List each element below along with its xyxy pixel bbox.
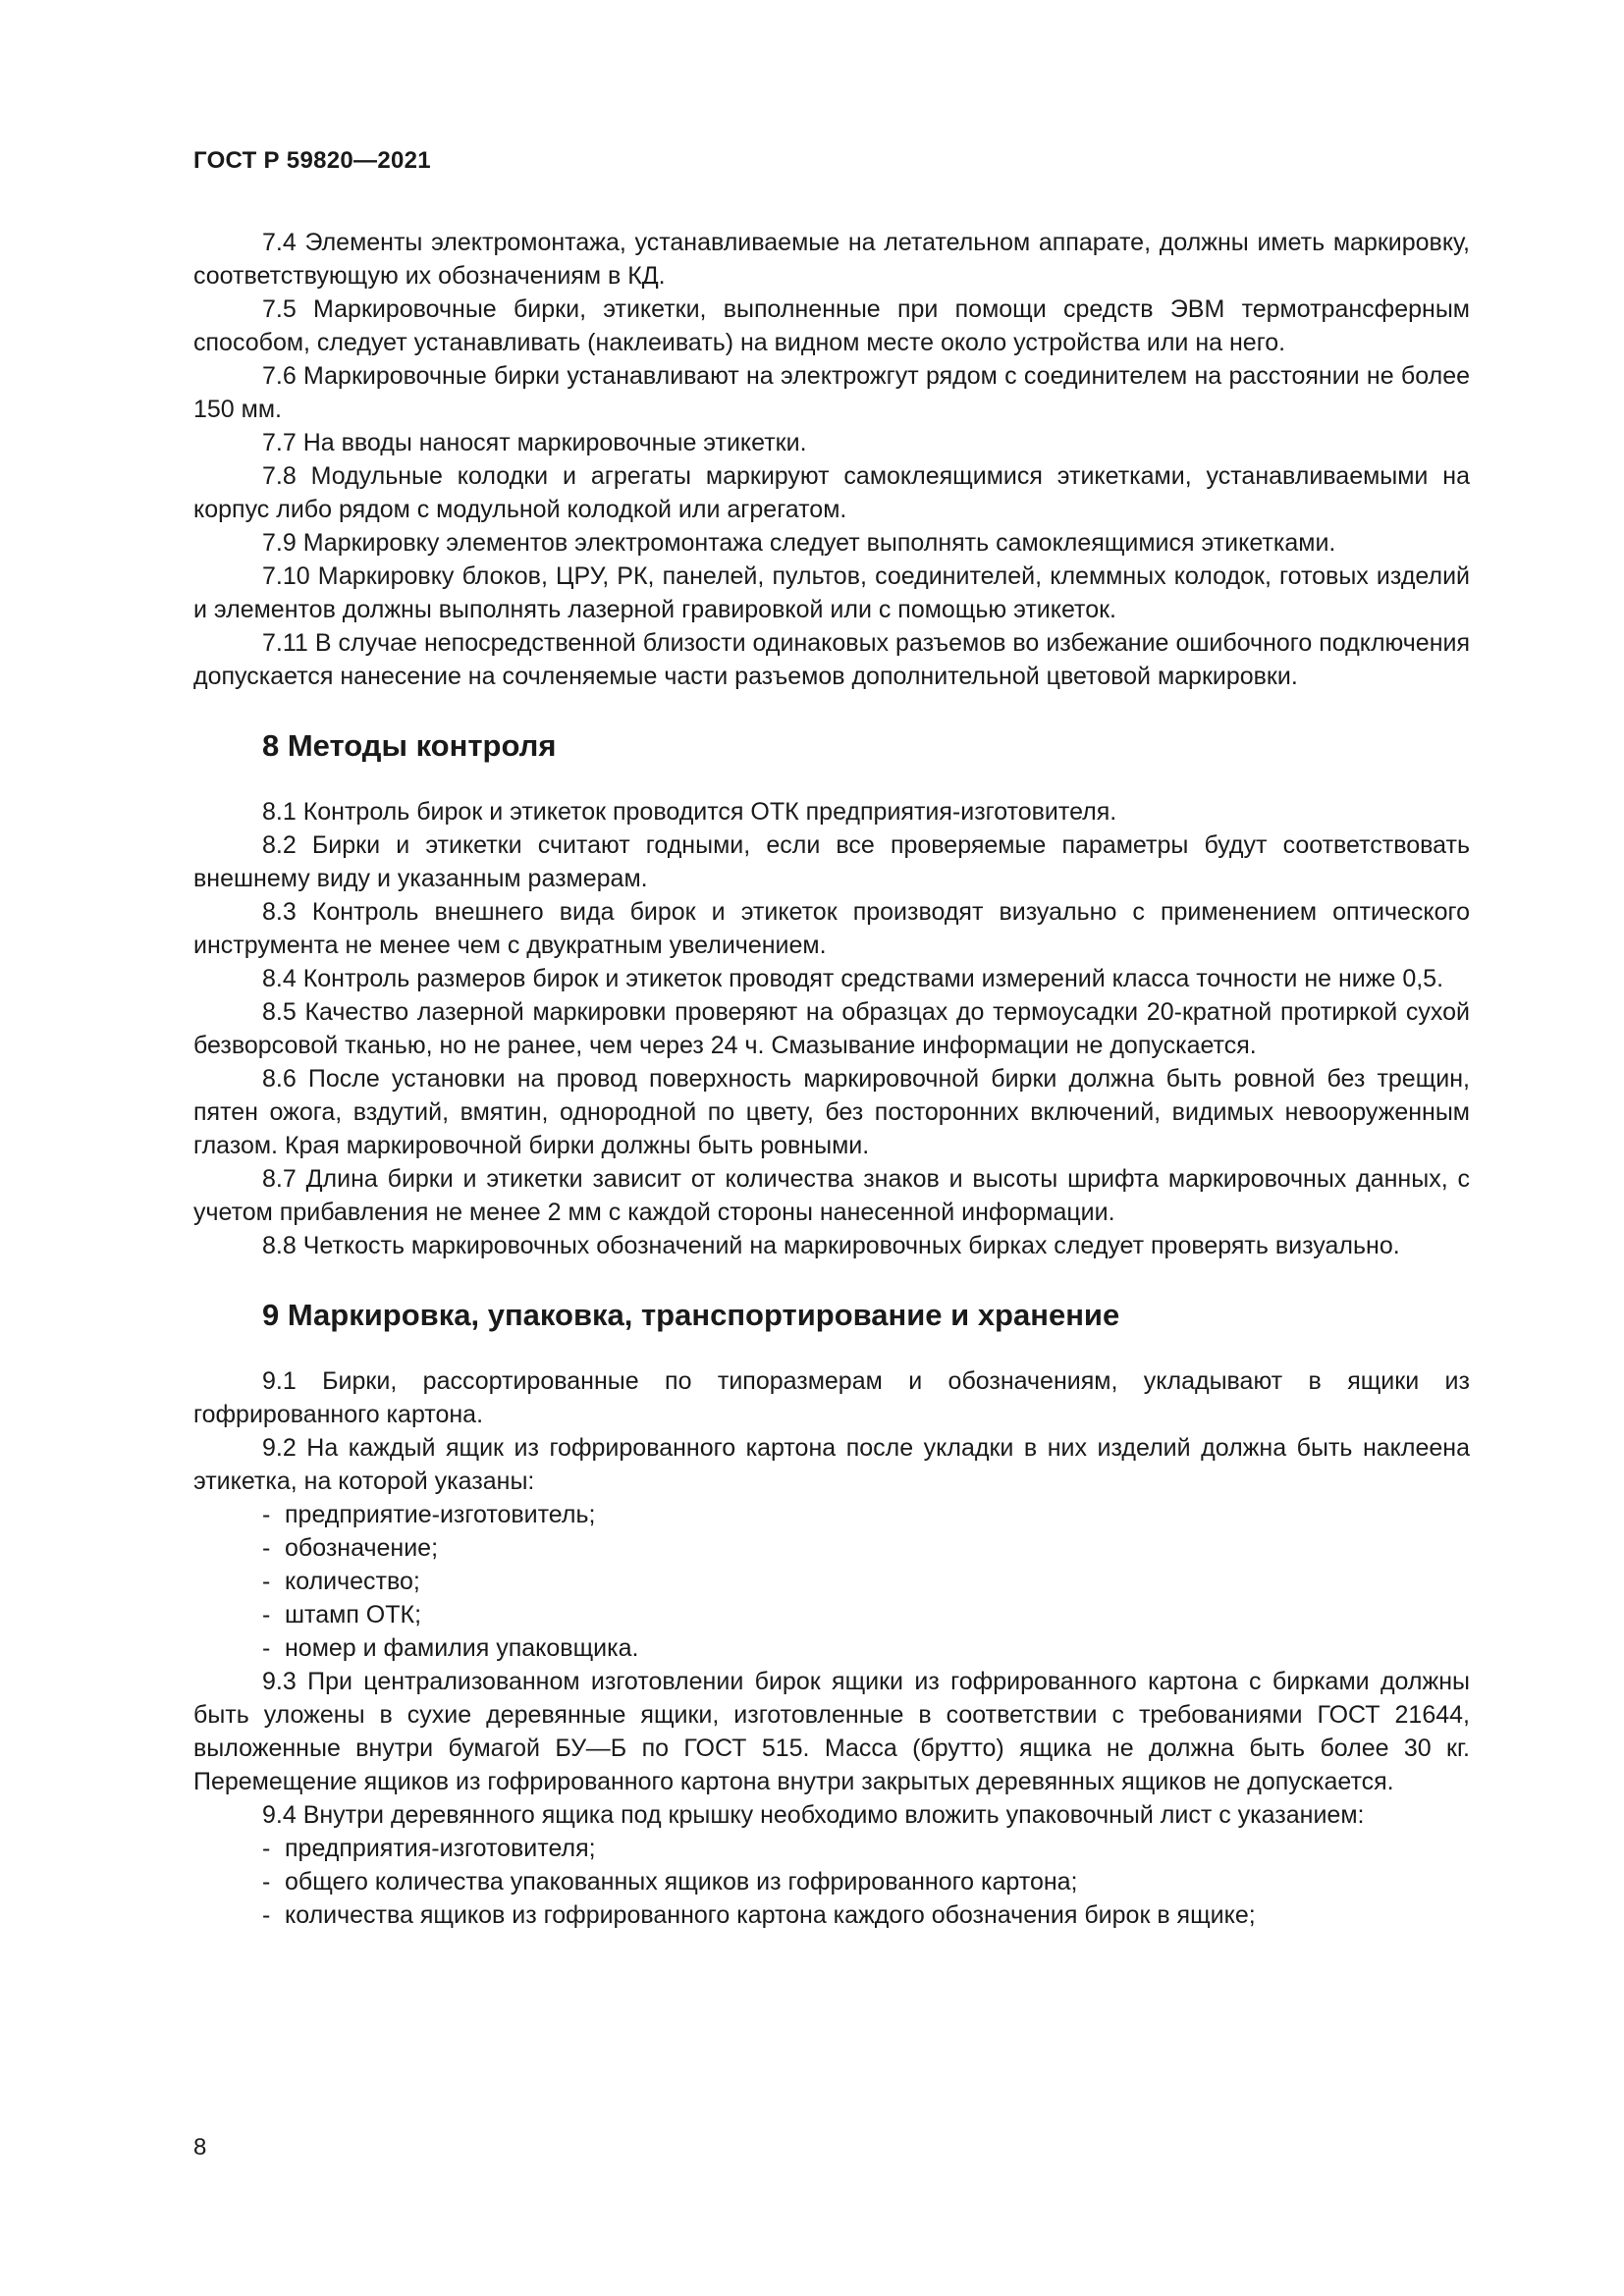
dash-marker: - — [262, 1868, 271, 1896]
dash-marker: - — [262, 1601, 271, 1629]
list-item-text: общего количества упакованных ящиков из гофрированного картона; — [285, 1868, 1078, 1896]
packing-list-contents — [193, 1832, 1470, 1932]
list-item — [262, 1565, 1470, 1598]
list-item — [262, 1898, 1470, 1932]
paragraph-7-6: 7.6 Маркировочные бирки устанавливают на электрожгут рядом с соединителем на расстоянии не более 150 мм. — [193, 362, 1470, 423]
page-number: 8 — [193, 2134, 207, 2161]
list-item-text: номер и фамилия упаковщика. — [285, 1634, 639, 1662]
section-8 — [193, 726, 1470, 1262]
list-item — [262, 1498, 1470, 1531]
dash-marker: - — [262, 1901, 271, 1929]
paragraph-8-7: 8.7 Длина бирки и этикетки зависит от количества знаков и высоты шрифта маркировочных данных, с учетом прибавления не менее 2 мм с каждой стороны нанесенной информации. — [193, 1165, 1470, 1226]
list-item — [262, 1865, 1470, 1898]
section-9-title: 9 Маркировка, упаковка, транспортирование и хранение — [262, 1298, 1120, 1332]
section-9 — [193, 1296, 1470, 1932]
paragraph-9-4: 9.4 Внутри деревянного ящика под крышку необходимо вложить упаковочный лист с указанием: — [262, 1801, 1365, 1829]
paragraph-7-8: 7.8 Модульные колодки и агрегаты маркируют самоклеящимися этикетками, устанавливаемыми на корпус либо рядом с модульной колодкой или агрегатом. — [193, 462, 1470, 523]
paragraph-8-5: 8.5 Качество лазерной маркировки проверяют на образцах до термоусадки 20-кратной протиркой сухой безворсовой тканью, но не ранее, чем через 24 ч. Смазывание информации не допускается. — [193, 998, 1470, 1059]
dash-marker: - — [262, 1568, 271, 1595]
section-8-title: 8 Методы контроля — [262, 728, 557, 763]
paragraph-8-2: 8.2 Бирки и этикетки считают годными, если все проверяемые параметры будут соответствовать внешнему виду и указанным размерам. — [193, 831, 1470, 892]
paragraph-7-5: 7.5 Маркировочные бирки, этикетки, выполненные при помощи средств ЭВМ термотрансферным способом, следует устанавливать (наклеивать) на видном месте около устройства или на него. — [193, 295, 1470, 356]
paragraph-7-10: 7.10 Маркировку блоков, ЦРУ, РК, панелей, пультов, соединителей, клеммных колодок, готовых изделий и элементов должны выполнять лазерной гравировкой или с помощью этикеток. — [193, 562, 1470, 623]
paragraph-7-4: 7.4 Элементы электромонтажа, устанавливаемые на летательном аппарате, должны иметь маркировку, соответствующую их обозначениям в КД. — [193, 229, 1470, 290]
section-7-continuation — [193, 226, 1470, 693]
list-item-text: штамп ОТК; — [285, 1601, 422, 1629]
list-item — [262, 1832, 1470, 1865]
dash-marker: - — [262, 1835, 271, 1862]
dash-marker: - — [262, 1634, 271, 1662]
label-contents-list — [193, 1498, 1470, 1665]
list-item — [262, 1531, 1470, 1565]
paragraph-8-6: 8.6 После установки на провод поверхность маркировочной бирки должна быть ровной без трещин, пятен ожога, вздутий, вмятин, однородной по цвету, без посторонних включений, видимых невооруженным глазом. Края маркировочной бирки должны быть ровными. — [193, 1065, 1470, 1159]
page-content — [193, 226, 1470, 1932]
standard-header: ГОСТ Р 59820—2021 — [193, 147, 431, 174]
list-item — [262, 1631, 1470, 1665]
paragraph-7-9: 7.9 Маркировку элементов электромонтажа следует выполнять самоклеящимися этикетками. — [262, 529, 1336, 557]
list-item-text: количество; — [285, 1568, 420, 1595]
list-item-text: обозначение; — [285, 1534, 439, 1562]
dash-marker: - — [262, 1501, 271, 1528]
paragraph-8-4: 8.4 Контроль размеров бирок и этикеток проводят средствами измерений класса точности не ниже 0,5. — [262, 965, 1444, 992]
paragraph-7-11: 7.11 В случае непосредственной близости одинаковых разъемов во избежание ошибочного подключения допускается нанесение на сочленяемые части разъемов дополнительной цветовой маркировки. — [193, 629, 1470, 690]
list-item-text: предприятия-изготовителя; — [285, 1835, 596, 1862]
paragraph-8-8: 8.8 Четкость маркировочных обозначений на маркировочных бирках следует проверять визуально. — [262, 1232, 1400, 1259]
paragraph-9-3: 9.3 При централизованном изготовлении бирок ящики из гофрированного картона с бирками должны быть уложены в сухие деревянные ящики, изготовленные в соответствии с требованиями ГОСТ 21644, выложенные внутри бумагой БУ—Б по ГОСТ 515. Масса (брутто) ящика не должна быть более 30 кг. Перемещение ящиков из гофрированного картона внутри закрытых деревянных ящиков не допускается. — [193, 1668, 1470, 1795]
paragraph-9-2: 9.2 На каждый ящик из гофрированного картона после укладки в них изделий должна быть наклеена этикетка, на которой указаны: — [193, 1434, 1470, 1495]
list-item-text: предприятие-изготовитель; — [285, 1501, 596, 1528]
list-item — [262, 1598, 1470, 1631]
paragraph-8-1: 8.1 Контроль бирок и этикеток проводится ОТК предприятия-изготовителя. — [262, 798, 1117, 826]
paragraph-7-7: 7.7 На вводы наносят маркировочные этикетки. — [262, 429, 807, 456]
paragraph-8-3: 8.3 Контроль внешнего вида бирок и этикеток производят визуально с применением оптического инструмента не менее чем с двукратным увеличением. — [193, 898, 1470, 959]
dash-marker: - — [262, 1534, 271, 1562]
paragraph-9-1: 9.1 Бирки, рассортированные по типоразмерам и обозначениям, укладывают в ящики из гофрированного картона. — [193, 1367, 1470, 1428]
list-item-text: количества ящиков из гофрированного картона каждого обозначения бирок в ящике; — [285, 1901, 1256, 1929]
